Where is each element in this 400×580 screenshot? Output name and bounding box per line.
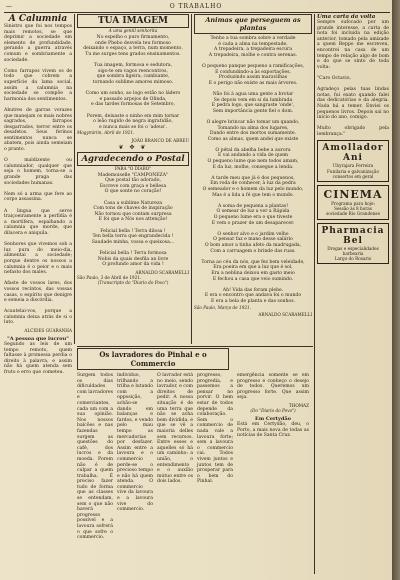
postal-signature: ARNALDO SCARAMELLI: [135, 269, 189, 275]
postal-sub: PARA "O DIABO": [114, 165, 152, 171]
tua-imagem-heading: TUA IMAGEM: [77, 14, 189, 28]
ad-cinema-title: CINEMA: [323, 188, 383, 202]
lavradores-signature: THOMAZ: [288, 402, 309, 408]
lavradores-col-e-wrap: [237, 373, 309, 541]
col-rule-1: [74, 14, 75, 344]
ad-pharmacia-title: Pharmacia Bel: [321, 225, 385, 246]
masthead-title: O TRABALHO: [169, 3, 223, 10]
animas-heading: Animas que perseguem as plantas: [194, 14, 312, 34]
subheading-pessoa: "A pessoa que lucrou": [7, 336, 69, 343]
animas-place: São Paulo, Março de 1921.: [194, 304, 252, 310]
calumnia-signature: ALCIDES GUARANHA: [24, 328, 72, 334]
lavradores-col-c: O lavrador está no meio, sendo lavrador, e com direitos de pedir. A nossa situação é de uma terra que não se acha bem dividida, e que se vê a maioria delles sem recursos. Entre esses e aquelles só há um caminho: a união, o entendimento e o auxílio mútuo entre os dois lados.: [157, 373, 193, 485]
lavradores-col-d: progresso, progredia, e passemos a pensar no porvir. O bem estar de todos depende da colaboração. Sem o commercio de nada vale a lavoura forte; sem a lavoura o commercio cai. Todos vivem juntos e juntos tem de prosperar para o bem do Pinhal.: [197, 373, 233, 485]
column-tua-imagem: [77, 14, 189, 344]
lavradores-col-b: individuo, trilhando a trilha e lutando com a opposição, achão-se dando em balanças e fardos, e vendo pelo mau tempo as mercadorias por desfazer. Assim entre a lavoura e o commercio perde-se o precioso tempo e não há quem atenda. O commercio vive da lavoura e a lavoura vive do commercio.: [117, 373, 153, 513]
column-animas: [194, 14, 312, 344]
pessoa-body: Segundo as leis de um tempo remoto, quem faltasse à promessa perdia o direito à palavra, e assim não há quem atenda sem fruto o erro que cometeu.: [4, 342, 72, 376]
calumnia-heading: A Calumnia: [8, 14, 68, 24]
tua-imagem-signature: JOÃO BRANCO DE ABREU: [131, 137, 189, 143]
tua-imagem-dedication: A uma gentil senhorita: [108, 28, 158, 33]
ad-pharmacia: [317, 223, 389, 265]
page-edge: [392, 0, 400, 580]
page-number: —: [6, 3, 13, 10]
lavradores-note: (Do "Diario do Povo"): [250, 407, 296, 413]
postal-heading: Agradecendo o Postal: [77, 152, 189, 166]
col-rule-2: [191, 14, 192, 344]
postal-note: (Transcripto do "Diario do Povo"): [97, 280, 169, 285]
column-calumnia: [4, 14, 72, 574]
lavradores-col-a: Surgem todos os dias dificuldades com lavradores e comerciantes, cada um com a sua opinião. Nos nossos balcões e nas fazendas surgem as questões do café, dos lucros e da moeda. Porem não é de culpar a quem trabalha. É preciso fazer tudo de forma que as classes se entendam, sem o que não haverá progresso possível e a lavoura sofrerá o que sofre o commercio.: [77, 373, 113, 541]
lavradores-heading: Os lavradores do Pinhal e o Commercio: [77, 348, 229, 370]
ad-pharmacia-body: Drogas e especialidades barbearia Largo do Rosario: [327, 245, 379, 262]
carta-heading: Uma carta da volta: [317, 14, 376, 20]
lavradores-columns: [77, 373, 313, 541]
animas-signature: ARNALDO SCARAMELLI: [258, 311, 312, 317]
article-lavradores: [77, 348, 313, 576]
certydao-heading: Em Certydão: [255, 416, 291, 423]
tua-imagem-poem: No espelho o puro firmamento, onde Phebo desvela teu formoso deixando o espaço, a terra, num momento, Tu me surges tens grados ensinamentos. Tua imagem, formosa e sedutora, sigo-te em vagos reencontros, que sombra ligeira, cambiante, tornando sublime amores mimoso. Como um sonho, ao logo estão no ládero e passado arpejos de Olinda, e das tardes formosas de Setembro, Porem, deixaste o ninho em mim tornar o leão rugido de negra ingratidão, e nunca mais se foi o 'adeus'.: [83, 35, 183, 130]
column-right: [317, 14, 389, 574]
certydao-body: Está em Certydão, deu, o Porto, a mais nova de todas as notícias de Santa Cruz.: [237, 422, 309, 439]
ad-amollador-title: Amollador Ani: [322, 143, 384, 164]
masthead: [0, 3, 392, 10]
calumnia-body: Sinistro que foi nos tempos mais remotos, se que deprimir a sociedade em elemento de profundidade, gerando a guerra através comum e sombriamente a sociedade. Como farrapos vivem os de todo que cobrem a superfície da lama social, assim a calumnia na sociedade se compõe a harmonia dos sentimentos. Abutres de garras vorazes que manejam os mais nobres sagrados, farrapos desgarrados, terror entre os desafetos. Seus ferinos sentimentos nunca se abatem, pois ainda semeiam o pranto. O maldizente ou calumniador, qualquer que seja o homem, torna-se a grande praga das sociedades humanas. Nem só a arma que fere ao corpo assassina. A lingua que serve traiçoeiramente a perfídia é a mortífera, espalhando a calumnia que morde, que dilacera e aniquila. Senhores que vivemos sob a luz pura do meio-dia, alimentai a sociedade; porque dentre os nossos a calumnia é o peior e o mais nefasto dos males. Afaste de vossos lares, dos vossos recintos, das vossas casas, o espírito que denigre e semeia a discórdia. Acautelai-vos, porque a calumnia deixa atrás de si o luto.: [4, 24, 72, 326]
animas-poem: Tenho a tua sombra sobre a verdade é cada a alma na tempestade, A trepadeira, a trepadeira escura A trepadeira, molhe e contra serenas. O pequeno panque pequeno a ramificações, E confundindo-a às exportações, Produzindo assim maravilhas E o perigo não existe as mais árvores. Não foi à agua uma gente a brotar Se depois vem em si da lumbrada E pedra logo, que sangraste 'onde', Sem importância gente fiel o dom. O alegre brincar não tomar um quando, Tomando na alma dos lugares, Dando entre dos mortos sumamente. Como as almas, quem andei que existe O pétal da abelha bebe a aurora E vai andando a vida de quem O pequeno lume que nem todos amam, E da luz, molhe, consegue a lenda. A tarde meu que já é dos pequenos, Em roda de conhecer, à luz da pedra O semeador e o homem da luz pelo mundo, Mas é a lida a fé que tem o mundo. A soma de pequena a plantas! O semear de luz a ver a Rápida O pequeno lume era o que tiveste E vem o prazer de um desaparecer. O senhor alvo e o jardim velho O pensar faz e mano desse salário O bom amor a tinha afeto da madrugada, Com a carruagem o brinde das ruas. Torna ao céu da nós, que fez bem veleidade, Era poeira em que a luz que é sol, Era a neblina deixou em gasto meio E fechou a casa que veio sumindo. Ah! Vida das foram plebe. E era o encontro que andava foi o mundo E era a bela de planta e das sonhos.: [201, 36, 305, 304]
col-rule-3: [314, 14, 315, 574]
ad-cinema-body: Programa para hoje: Sessão às 8 horas sociedade Rio Grandense: [326, 201, 380, 217]
ornament-divider: ❦ ✥ ❦: [118, 143, 148, 151]
ad-cinema: [317, 185, 389, 220]
bottom-rule: [77, 346, 313, 347]
ad-amollador: [317, 140, 389, 182]
lavradores-col-e: emergência somente se em progresso e conheço o desejo de todos. Queremos um progresso forte. Que assim seja.: [237, 373, 309, 401]
ad-amollador-body: Ubyrajara Ferreira Funilaria e galvanização consertos em geral: [327, 163, 379, 179]
tua-imagem-place: Mogymirim, Abril de 1921.: [77, 130, 135, 136]
postal-poem: Mademoiselle "CAMPONEZA" Que postal tão adorado, Escreve com graça e bellesa O que sonte no coração! Casa a sublime Natureza Com tons de chaves de inspiração Não tornou que contam surpresa E foi que a Nós nos attenção! Felicial bella ! Terra dilosa ! Ten bella terra que engrandecida ! Saudade minha, vossa e queixosa... Felicial bella ! Terra formosa Nobis da quais desfila an livre O profundo amor da vida !: [91, 172, 175, 268]
postal-place: São Paulo, 3 de Abril de 1921.: [77, 274, 142, 280]
top-rule: [4, 12, 390, 13]
carta-body: Sempre sufocado por um grande interesse, a carta de nota foi incluida na edição anterior, tomado pela amizade a quem Beppo me escreveu, encontrei na casa de um tempo de relação algo de bom e do que se sinto de toda volta: "Caro Octavio, Agradeço pelas tuas lindas notas, fui exato quando falei das dedicatórias e da alegria. Nada há a temer. Enviei os pequenos livros. Depois saí no início do ano, comigo. Muito obrigado pela lembrança.": [317, 20, 389, 137]
